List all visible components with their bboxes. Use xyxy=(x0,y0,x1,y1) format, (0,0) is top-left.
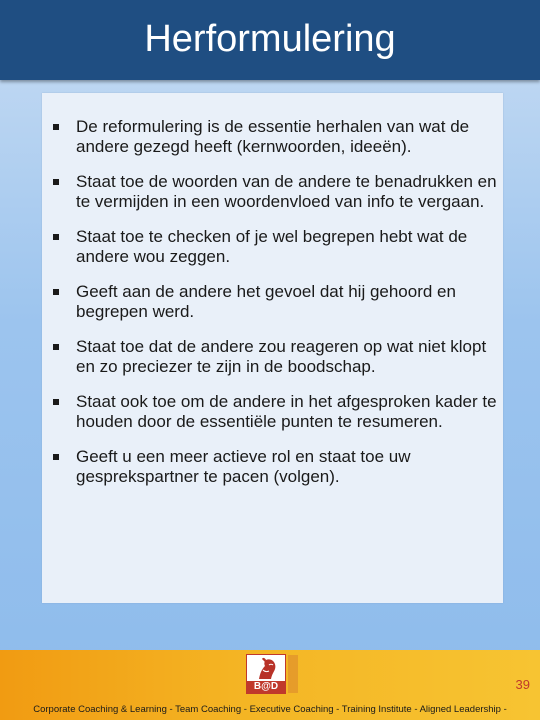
bullet-list xyxy=(50,117,500,502)
title-bar xyxy=(0,0,540,80)
bullet-item xyxy=(50,117,500,157)
bullet-item xyxy=(50,172,500,212)
content-panel xyxy=(42,93,503,603)
square-bullet-icon xyxy=(53,234,59,240)
bullet-item xyxy=(50,337,500,377)
bullet-item xyxy=(50,447,500,487)
square-bullet-icon xyxy=(53,399,59,405)
horse-logo-icon xyxy=(253,657,281,681)
bullet-text: Geeft aan de andere het gevoel dat hij gehoord en begrepen werd. xyxy=(76,282,456,321)
bullet-text: Staat toe dat de andere zou reageren op wat niet klopt en zo preciezer te zijn in de boodschap. xyxy=(76,337,487,376)
square-bullet-icon xyxy=(53,454,59,460)
bullet-text: Geeft u een meer actieve rol en staat toe uw gesprekspartner te pacen (volgen). xyxy=(76,447,411,486)
square-bullet-icon xyxy=(53,179,59,185)
bullet-item xyxy=(50,392,500,432)
logo-text: B@D xyxy=(253,681,279,692)
bullet-text: Staat toe de woorden van de andere te benadrukken en te vermijden in een woordenvloed van info te vergaan. xyxy=(76,172,497,211)
bullet-item xyxy=(50,227,500,267)
company-logo xyxy=(246,654,286,694)
square-bullet-icon xyxy=(53,289,59,295)
bullet-text: Staat toe te checken of je wel begrepen hebt wat de andere wou zeggen. xyxy=(76,227,468,266)
square-bullet-icon xyxy=(53,124,59,130)
page-number: 39 xyxy=(515,677,530,692)
slide-title: Herformulering xyxy=(144,18,396,60)
bullet-item xyxy=(50,282,500,322)
logo-side-strip xyxy=(288,655,298,693)
bullet-text: Staat ook toe om de andere in het afgesproken kader te houden door de essentiële punten te resumeren. xyxy=(76,392,497,431)
bullet-text: De reformulering is de essentie herhalen van wat de andere gezegd heeft (kernwoorden, ideeën). xyxy=(76,117,470,156)
square-bullet-icon xyxy=(53,344,59,350)
footer-tagline: Corporate Coaching & Learning - Team Coaching - Executive Coaching - Training Institute - Aligned Leadership - xyxy=(33,704,507,715)
